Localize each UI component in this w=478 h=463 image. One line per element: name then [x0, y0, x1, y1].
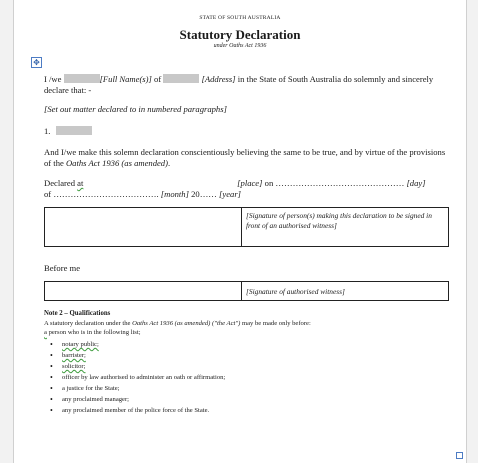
- month-placeholder: [month]: [160, 189, 189, 199]
- note-line2-text: person who is in the following list;: [48, 329, 141, 336]
- bullet-icon: •: [50, 340, 53, 349]
- qualification-item: [50, 351, 86, 360]
- qualification-item: [50, 362, 86, 371]
- intro-paragraph[interactable]: [44, 74, 444, 96]
- declared-at-field[interactable]: [77, 178, 237, 189]
- note-title: Note 2 – Qualifications: [44, 310, 111, 317]
- bullet-icon: •: [50, 406, 53, 415]
- instruction-text[interactable]: [Set out matter declared to in numbered paragraphs]: [44, 104, 227, 114]
- bullet-icon: •: [50, 384, 53, 393]
- address-placeholder: [Address]: [201, 74, 236, 84]
- qualification-text: solicitor;: [62, 363, 86, 370]
- place-placeholder: [place]: [237, 178, 263, 188]
- bullet-icon: •: [50, 362, 53, 371]
- bullet-icon: •: [50, 373, 53, 382]
- redacted-name: [64, 74, 100, 83]
- paragraph-number: 1.: [44, 126, 51, 136]
- note-line1-end: may be made only before:: [241, 320, 311, 327]
- document-title: Statutory Declaration: [179, 27, 301, 42]
- witness-signature-table[interactable]: [44, 281, 449, 301]
- redacted-address: [163, 74, 199, 83]
- qualification-item: [50, 384, 120, 393]
- resize-handle-icon[interactable]: [456, 452, 463, 459]
- numbered-paragraph-1[interactable]: [44, 126, 92, 137]
- qualification-text: a justice for the State;: [62, 385, 120, 392]
- qualification-text: any proclaimed manager;: [62, 396, 130, 403]
- note-line-1: [44, 320, 454, 328]
- before-me-label: Before me: [44, 263, 81, 273]
- full-name-placeholder: [Full Name(s)]: [99, 74, 152, 84]
- oaths-act-reference: Oaths Act 1936 (as amended): [65, 158, 168, 168]
- month-dots: ……………………………….: [53, 189, 159, 199]
- state-header: STATE OF SOUTH AUSTRALIA: [199, 15, 281, 21]
- witness-signature-cell[interactable]: [Signature of authorised witness]: [241, 282, 448, 300]
- qualification-item: [50, 395, 130, 404]
- person-signature-table[interactable]: [44, 207, 449, 247]
- bullet-icon: •: [50, 351, 53, 360]
- bullet-icon: •: [50, 395, 53, 404]
- declared-label: Declared: [44, 178, 76, 188]
- intro-we: I /we: [44, 74, 62, 84]
- note-line2-article: a: [44, 329, 47, 336]
- person-signature-cell[interactable]: [Signature of person(s) making this declaration to be signed in front of an authorised witness]: [241, 208, 448, 246]
- declared-line[interactable]: [44, 178, 448, 200]
- declared-of: of: [44, 189, 52, 199]
- conscience-text: And I/we make this solemn declaration conscientiously believing the same to be true, and by virtue of the provisions of the: [44, 147, 446, 168]
- table-move-handle-icon[interactable]: ✥: [31, 57, 42, 68]
- qualification-text: barrister;: [62, 352, 86, 359]
- note-line1-start: A statutory declaration under the: [44, 320, 131, 327]
- qualification-item: [50, 373, 226, 382]
- declared-at: at: [77, 178, 84, 188]
- year-prefix: 20……: [191, 189, 217, 199]
- intro-of: of: [154, 74, 162, 84]
- conscience-paragraph[interactable]: [44, 147, 448, 169]
- day-dots: ………………………………………: [275, 178, 405, 188]
- redacted-paragraph: [56, 126, 92, 135]
- qualification-text: notary public;: [62, 341, 99, 348]
- note-line-2: [44, 329, 141, 337]
- document-subtitle: under Oaths Act 1936: [213, 43, 267, 49]
- qualification-text: officer by law authorised to administer an oath or affirmation;: [62, 374, 226, 381]
- declared-on: on: [264, 178, 274, 188]
- day-placeholder: [day]: [406, 178, 426, 188]
- qualification-item: [50, 340, 99, 349]
- qualification-item: [50, 406, 210, 415]
- conscience-end: .: [167, 158, 171, 168]
- intro-rest: in the State of South Australia do solemnly and sincerely declare that: -: [44, 74, 434, 95]
- year-placeholder: [year]: [219, 189, 242, 199]
- document-page: [13, 0, 467, 463]
- qualification-text: any proclaimed member of the police force of the State.: [62, 407, 210, 414]
- note-act-reference: Oaths Act 1936 (as amended) ("the Act"): [132, 320, 241, 327]
